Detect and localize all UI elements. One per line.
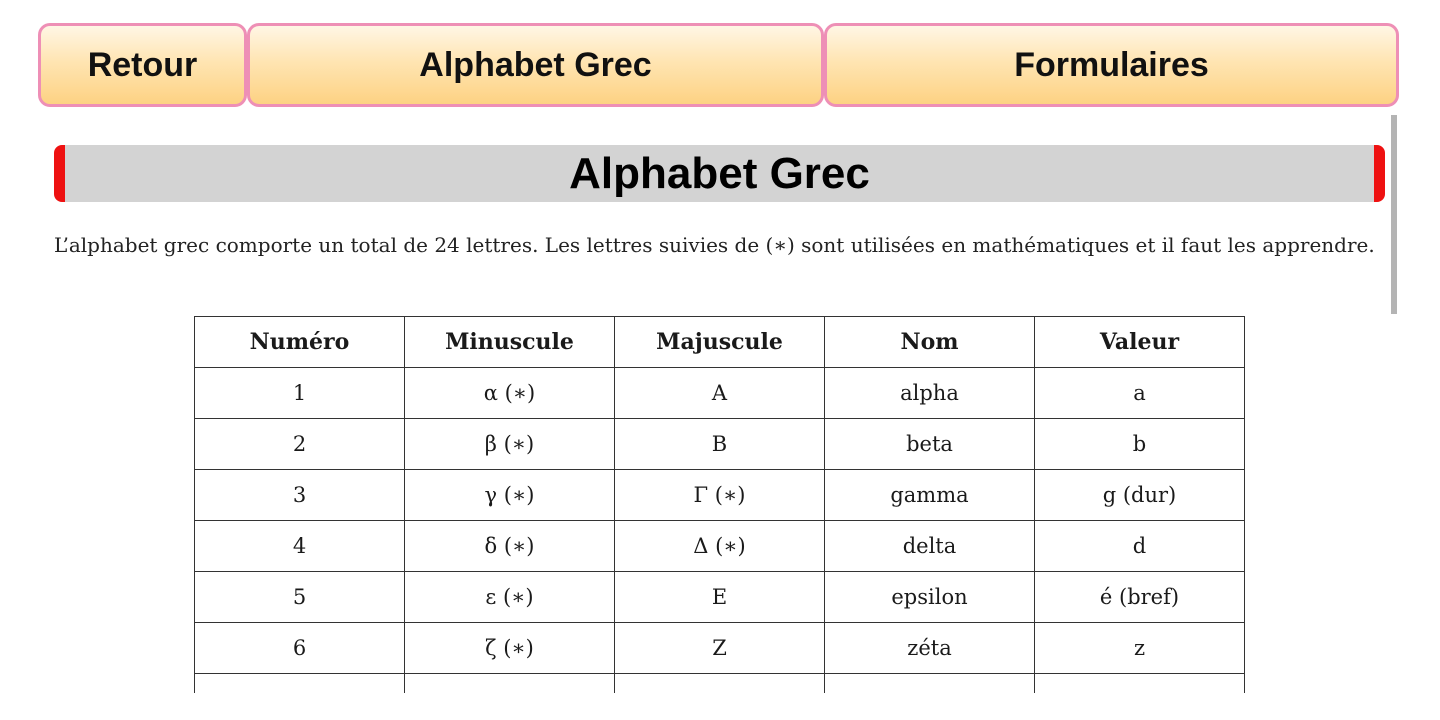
intro-paragraph: L’alphabet grec comporte un total de 24 lettres. Les lettres suivies de (∗) sont utilisées en mathématiques et il faut les apprendre. xyxy=(54,233,1375,257)
header-nom: Nom xyxy=(825,317,1035,368)
cell-majuscule: A xyxy=(615,368,825,419)
scrollbar[interactable] xyxy=(1391,115,1397,314)
cell-minuscule: γ (∗) xyxy=(405,470,615,521)
cell-numero: 1 xyxy=(195,368,405,419)
back-button[interactable]: Retour xyxy=(38,23,247,107)
cell-numero: 5 xyxy=(195,572,405,623)
cell-valeur: a xyxy=(1035,368,1245,419)
cell-minuscule: β (∗) xyxy=(405,419,615,470)
header-valeur: Valeur xyxy=(1035,317,1245,368)
header-majuscule: Majuscule xyxy=(615,317,825,368)
table-row xyxy=(195,419,1245,470)
table-header-row xyxy=(195,317,1245,368)
cell-nom: gamma xyxy=(825,470,1035,521)
cell-minuscule: δ (∗) xyxy=(405,521,615,572)
table-row xyxy=(195,470,1245,521)
cell-majuscule: Z xyxy=(615,623,825,674)
table-row xyxy=(195,623,1245,674)
cell-numero: 6 xyxy=(195,623,405,674)
cell-majuscule: Δ (∗) xyxy=(615,521,825,572)
table-row xyxy=(195,572,1245,623)
cell-nom: beta xyxy=(825,419,1035,470)
cell-nom: zéta xyxy=(825,623,1035,674)
cell-valeur: z xyxy=(1035,623,1245,674)
cell-minuscule: ε (∗) xyxy=(405,572,615,623)
cell-nom: alpha xyxy=(825,368,1035,419)
page-title: Alphabet Grec xyxy=(569,148,870,198)
cell-majuscule: E xyxy=(615,572,825,623)
greek-alphabet-button[interactable]: Alphabet Grec xyxy=(247,23,824,107)
cell-nom: delta xyxy=(825,521,1035,572)
forms-button[interactable]: Formulaires xyxy=(824,23,1399,107)
table-row xyxy=(195,521,1245,572)
cell-majuscule: B xyxy=(615,419,825,470)
table-row xyxy=(195,368,1245,419)
cell-numero: 3 xyxy=(195,470,405,521)
cell-minuscule: α (∗) xyxy=(405,368,615,419)
cell-numero: 2 xyxy=(195,419,405,470)
cell-numero: 4 xyxy=(195,521,405,572)
viewport-bottom-mask xyxy=(0,693,1440,720)
cell-valeur: d xyxy=(1035,521,1245,572)
cell-nom: epsilon xyxy=(825,572,1035,623)
page-title-bar xyxy=(54,145,1385,202)
cell-valeur: b xyxy=(1035,419,1245,470)
cell-minuscule: ζ (∗) xyxy=(405,623,615,674)
header-numero: Numéro xyxy=(195,317,405,368)
cell-majuscule: Γ (∗) xyxy=(615,470,825,521)
cell-valeur: g (dur) xyxy=(1035,470,1245,521)
cell-valeur: é (bref) xyxy=(1035,572,1245,623)
header-minuscule: Minuscule xyxy=(405,317,615,368)
greek-alphabet-table xyxy=(194,316,1245,704)
